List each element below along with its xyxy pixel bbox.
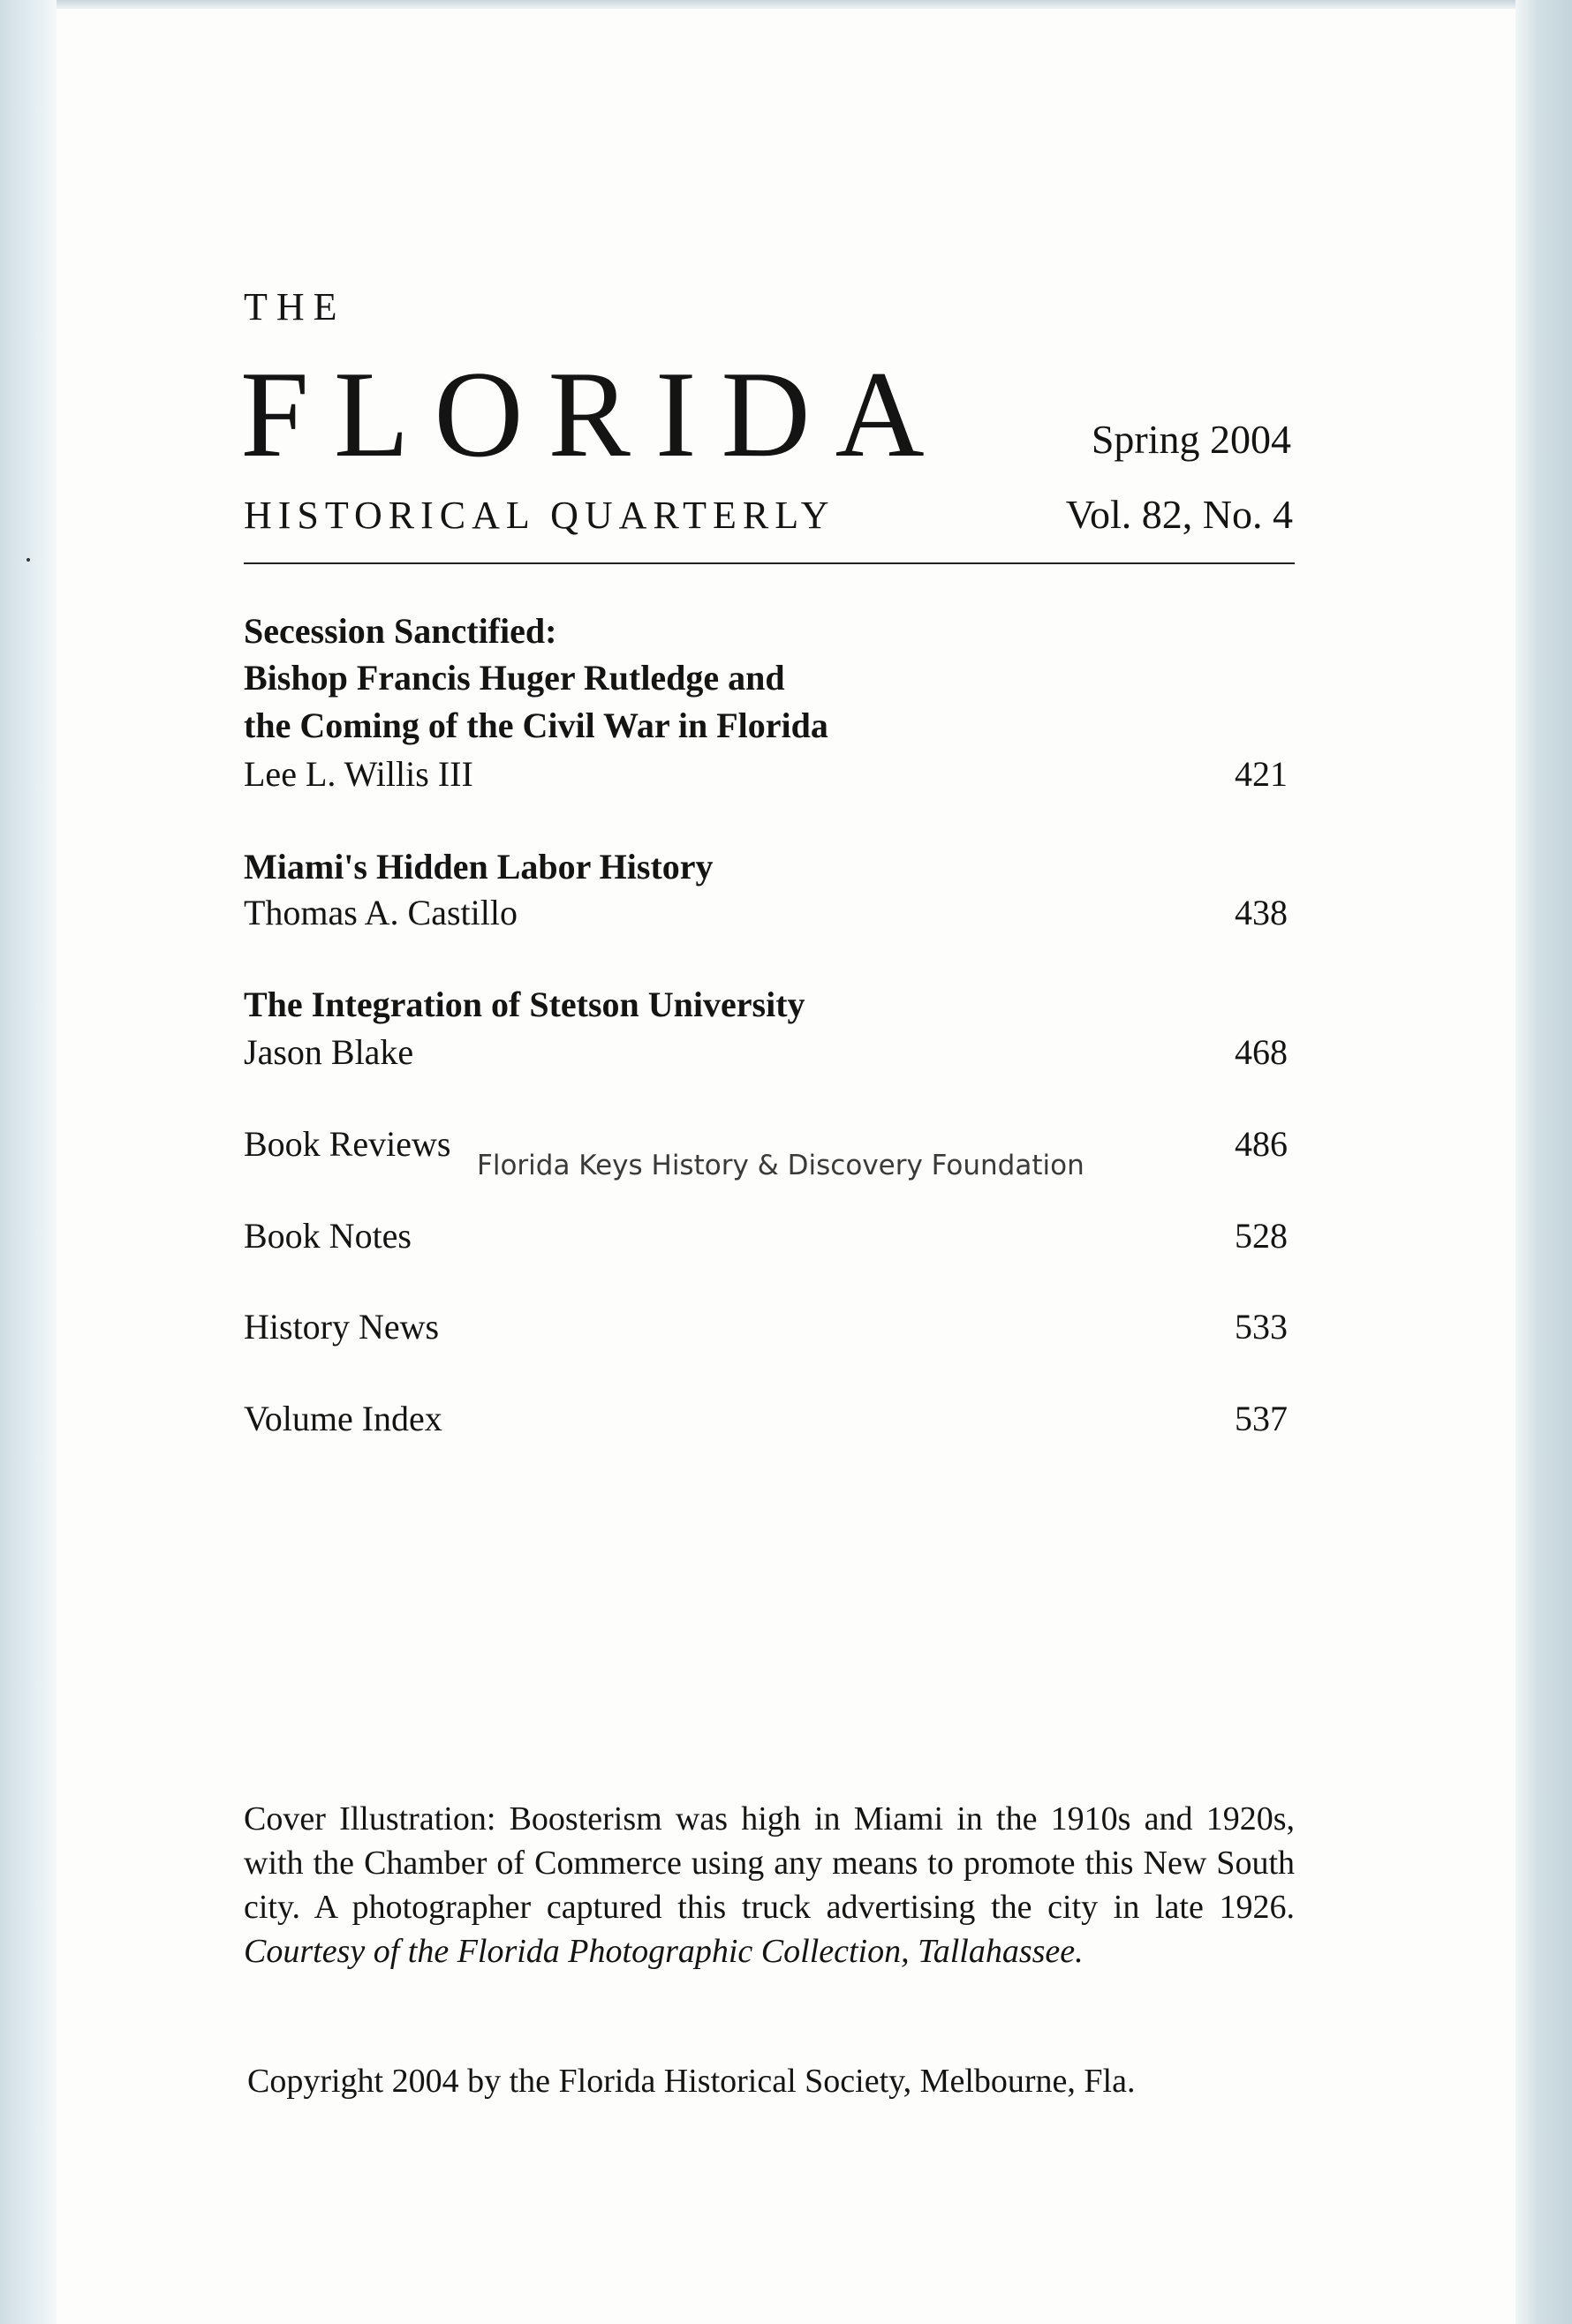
section-label: Book Notes [244,1216,412,1256]
cover-illustration-credit: Courtesy of the Florida Photographic Collection, Tallahassee. [244,1933,1084,1970]
section-label: Book Reviews [244,1124,451,1164]
section-page-number: 528 [1235,1216,1288,1256]
section-label: Volume Index [244,1399,442,1438]
issue-volume: Vol. 82, No. 4 [1065,492,1293,537]
cover-illustration-note [244,1797,1295,1973]
stray-mark [26,558,30,562]
article-page-number: 438 [1235,893,1288,932]
section-label: History News [244,1307,440,1347]
scan-edge-left [0,0,57,2324]
issue-season: Spring 2004 [1091,417,1291,462]
section-page-number: 533 [1235,1307,1288,1347]
masthead-florida: FLORIDA [240,346,949,483]
cover-illustration-text: Cover Illustration: Boosterism was high in Miami in the 1910s and 1920s, with the Chamber of Commerce using any means to promote this New South city. A photographer captured this truck advertising the city in late 1926. [244,1800,1295,1926]
article-title-line: the Coming of the Civil War in Florida [244,706,828,745]
article-author: Jason Blake [244,1032,414,1072]
article-title-line: Bishop Francis Huger Rutledge and [244,658,785,698]
section-page-number: 486 [1235,1124,1288,1164]
article-page-number: 421 [1235,754,1288,794]
article-title-line: The Integration of Stetson University [244,985,805,1024]
scan-edge-right [1515,0,1572,2324]
article-title-line: Secession Sanctified: [244,611,557,651]
copyright: Copyright 2004 by the Florida Historical Society, Melbourne, Fla. [247,2063,1136,2100]
scan-edge-top [0,0,1572,9]
article-title-line: Miami's Hidden Labor History [244,847,714,887]
article-page-number: 468 [1235,1032,1288,1072]
masthead-historical-quarterly: HISTORICAL QUARTERLY [244,494,835,537]
section-page-number: 537 [1235,1399,1288,1438]
masthead-rule [244,562,1295,564]
article-author: Lee L. Willis III [244,754,473,794]
masthead-the: THE [244,285,346,328]
watermark: Florida Keys History & Discovery Foundation [477,1150,1085,1181]
article-author: Thomas A. Castillo [244,893,518,932]
